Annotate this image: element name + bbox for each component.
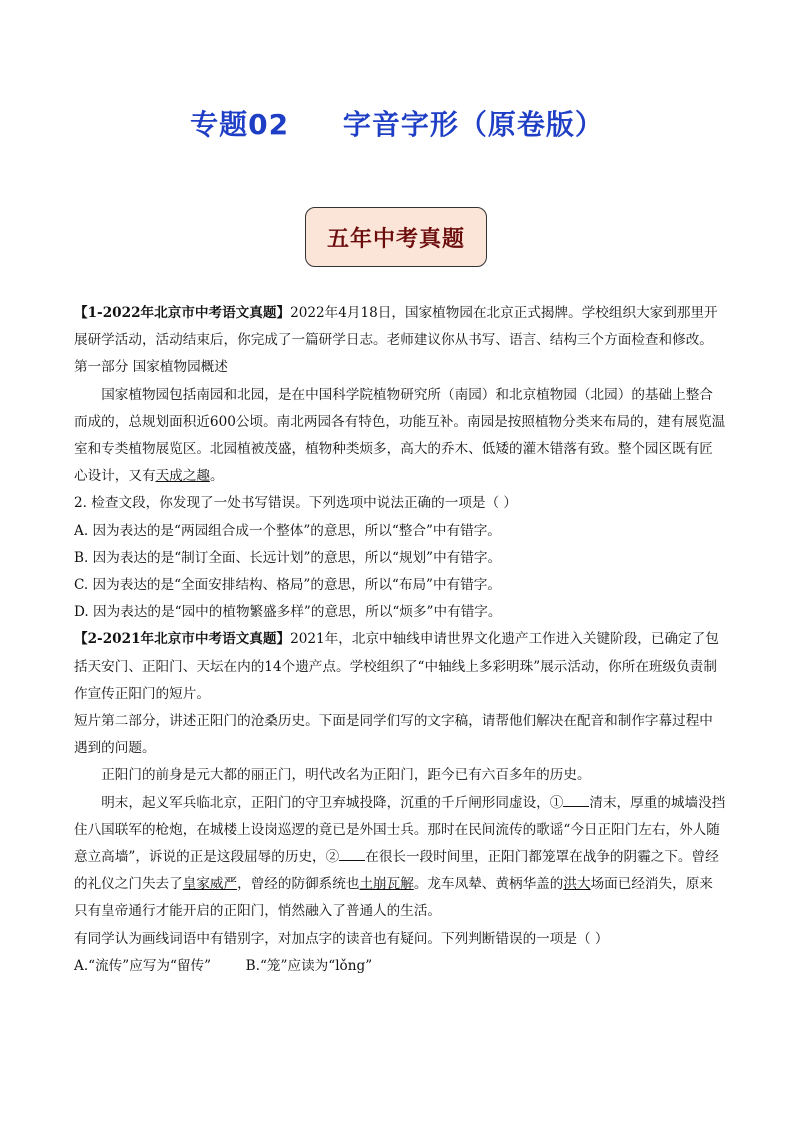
- q2-underlined-5: 洪大: [563, 876, 591, 893]
- q1-option-c: C. 因为表达的是“全面安排结构、格局”的意思，所以“布局”中有错字。: [74, 577, 501, 594]
- q2-underlined-3: 皇家威严: [182, 876, 238, 893]
- section-box: [305, 207, 487, 267]
- q2-intro: 2021年，北京中轴线申请世界文化遗产工作进入关键阶段，已确定了包括天安门、正阳门、天坛在内的14个遗产点。学校组织了“中轴线上多彩明珠”展示活动，你所在班级负责制作宣传正阳门的短片。: [74, 631, 719, 702]
- q1-intro-paragraph: [74, 300, 726, 354]
- q1-intro: 2022年4月18日，国家植物园在北京正式揭牌。学校组织大家到那里开展研学活动，活动结束后，你完成了一篇研学日志。老师建议你从书写、语言、结构三个方面检查和修改。: [74, 305, 718, 349]
- q2-para2-text-c: 的歌谣“今日正阳门左右，外人随意立高墙”，诉说的正是这段屈辱的历史，②: [74, 821, 720, 866]
- q1-underlined-phrase: 天成之趣: [155, 468, 210, 485]
- q2-para2-text-b: 清末，厚重的城墙没挡住八国联军的枪炮，在城楼上设岗巡逻的竟已是外国士兵。那时在民间: [74, 794, 726, 838]
- q1-part-heading: 第一部分 国家植物园概述: [74, 359, 228, 376]
- q2-task: 短片第二部分，讲述正阳门的沧桑历史。下面是同学们写的文字稿，请帮他们解决在配音和制作字幕过程中遇到的问题。: [74, 713, 713, 757]
- q1-question: 2. 检查文段，你发现了一处书写错误。下列选项中说法正确的一项是（ ）: [74, 495, 518, 512]
- q2-underlined-1: 流传: [495, 821, 523, 838]
- q2-para2-text-a: 明末，起义军兵临北京，正阳门的守卫弃城投降，沉重的千斤闸形同虚设，①: [101, 794, 564, 811]
- q2-intro-paragraph: [74, 626, 726, 708]
- blank-2: [339, 846, 365, 861]
- q2-underlined-4: 土崩瓦解: [359, 876, 414, 893]
- blank-1: [563, 792, 589, 807]
- q2-para2: [74, 790, 726, 926]
- q2-underlined-2: 笼罩: [541, 849, 570, 866]
- q2-para2-text-d: 在很长一段时间里，正阳门都: [365, 849, 542, 866]
- q1-passage-end: 。: [209, 468, 224, 485]
- q2-para2-text-e: 在战争的阴霾之下。曾经的礼仪之门失去了: [74, 849, 719, 893]
- page-title: 专题02 字音字形（原卷版）: [190, 108, 604, 141]
- q2-options-line: [74, 953, 726, 980]
- section-box-label: 五年中考真题: [326, 225, 465, 252]
- q2-source: 【2-2021年北京市中考语文真题】: [74, 631, 291, 648]
- q2-para2-text-f: ，曾经的防御系统也: [237, 876, 360, 893]
- q2-option-b: B.“笼”应读为“lǒng”: [245, 957, 373, 974]
- q1-option-d: D. 因为表达的是“园中的植物繁盛多样”的意思，所以“烦多”中有错字。: [74, 604, 502, 621]
- q2-para2-text-g: 。龙车凤辇、黄柄华盖的: [413, 876, 564, 893]
- q2-para2-text-h: 场面已经消失，原来只有皇帝通行才能开启的正阳门，悄然融入了普通人的生活。: [74, 876, 713, 920]
- q1-passage: [74, 382, 726, 491]
- q1-option-a: A. 因为表达的是“两园组合成一个整体”的意思，所以“整合”中有错字。: [74, 522, 501, 539]
- q1-passage-text: 国家植物园包括南园和北园，是在中国科学院植物研究所（南园）和北京植物园（北园）的基础上整合而成的，总规划面积近600公顷。南北两园各有特色，功能互补。南园是按照植物分类来布局的，建有展览温室和专类植物展览区。北园植被茂盛，植物种类烦多，高大的乔木、低矮的灌木错落有致。整个园区既有匠心设计，又有: [74, 386, 726, 485]
- q2-option-a: A.“流传”应写为“留传”: [74, 957, 212, 974]
- q2-question: 有同学认为画线词语中有错别字，对加点字的读音也有疑问。下列判断错误的一项是（ ）: [74, 930, 609, 947]
- document-body: [74, 300, 726, 980]
- q1-option-b: B. 因为表达的是“制订全面、长远计划”的意思，所以“规划”中有错字。: [74, 549, 502, 566]
- q1-source: 【1-2022年北京市中考语文真题】: [74, 305, 291, 321]
- q2-para1: 正阳门的前身是元大都的丽正门，明代改名为正阳门，距今已有六百多年的历史。: [101, 767, 591, 784]
